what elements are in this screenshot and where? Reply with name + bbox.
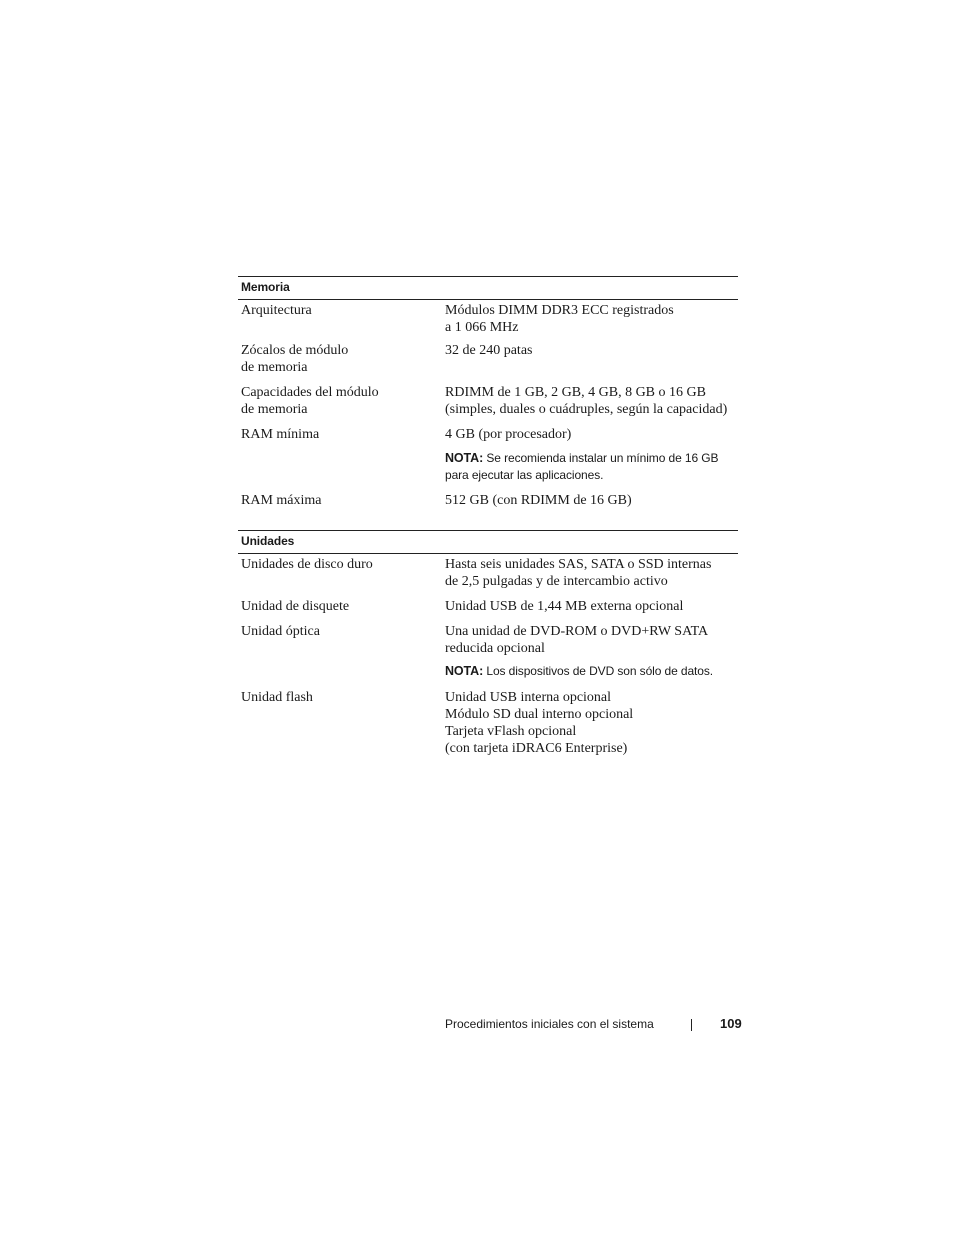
spec-value-line: a 1 066 MHz (445, 320, 519, 335)
spec-label-line: Zócalos de módulo (241, 343, 349, 358)
footer-title: Procedimientos iniciales con el sistema (445, 1017, 654, 1031)
spec-value (442, 556, 738, 598)
footer-separator (691, 1019, 692, 1031)
spec-value-line: reducida opcional (445, 641, 545, 656)
spec-value (442, 492, 738, 512)
spec-label-line: Unidad de disquete (241, 599, 350, 614)
spec-label-line: de memoria (241, 360, 308, 375)
spec-label-line: RAM máxima (241, 493, 322, 508)
spec-label-line: Unidades de disco duro (241, 557, 373, 572)
spec-value-line: Tarjeta vFlash opcional (445, 724, 577, 739)
spec-value-line: Módulos DIMM DDR3 ECC registrados (445, 303, 674, 318)
spec-row-capacidades (238, 384, 738, 426)
spec-value-line: (con tarjeta iDRAC6 Enterprise) (445, 741, 628, 756)
spec-value-line: Hasta seis unidades SAS, SATA o SSD internas (445, 557, 712, 572)
note-label: NOTA: (445, 451, 484, 465)
spec-value-line: Unidad USB interna opcional (445, 690, 612, 705)
spec-value (442, 426, 738, 492)
note (445, 663, 738, 680)
note-line (445, 663, 738, 680)
spec-label-line: RAM mínima (241, 427, 320, 442)
spec-label-line: Unidad flash (241, 690, 313, 705)
spec-row-arquitectura (238, 302, 738, 342)
spec-value-line: Módulo SD dual interno opcional (445, 707, 634, 722)
spec-row-zocalos (238, 342, 738, 384)
spec-label-line: de memoria (241, 402, 308, 417)
memoria-table (238, 276, 738, 512)
page-number: 109 (720, 1016, 742, 1031)
spec-row-ram-maxima (238, 492, 738, 512)
spec-label (238, 302, 442, 342)
spec-label (238, 384, 442, 426)
note-label: NOTA: (445, 664, 484, 678)
spec-value (442, 384, 738, 426)
spec-value (442, 302, 738, 342)
spec-value-line: Una unidad de DVD-ROM o DVD+RW SATA (445, 624, 709, 639)
spec-value (442, 342, 738, 384)
note-text: Los dispositivos de DVD son sólo de datos. (486, 664, 713, 678)
spec-row-ram-minima (238, 426, 738, 492)
spec-value-line: (simples, duales o cuádruples, según la capacidad) (445, 402, 728, 417)
page-footer (445, 1015, 745, 1035)
section-header-memoria: Memoria (238, 276, 738, 300)
spec-label-line: Capacidades del módulo (241, 385, 379, 400)
spec-label (238, 426, 442, 492)
unidades-table (238, 530, 738, 759)
spec-value (442, 598, 738, 623)
spec-label (238, 623, 442, 689)
spec-value-line: RDIMM de 1 GB, 2 GB, 4 GB, 8 GB o 16 GB (445, 385, 706, 400)
spec-value-line: de 2,5 pulgadas y de intercambio activo (445, 574, 668, 589)
spec-value-line: 4 GB (por procesador) (445, 427, 572, 442)
spec-label (238, 492, 442, 512)
note-text: para ejecutar las aplicaciones. (445, 468, 604, 482)
spec-value-line: 512 GB (con RDIMM de 16 GB) (445, 493, 632, 508)
spec-label (238, 342, 442, 384)
note-text: Se recomienda instalar un mínimo de 16 GB (486, 451, 719, 465)
spec-label-line: Unidad óptica (241, 624, 320, 639)
spec-row-optica (238, 623, 738, 689)
section-header-unidades: Unidades (238, 530, 738, 554)
spec-row-flash (238, 689, 738, 759)
spec-label (238, 689, 442, 759)
spec-label-line: Arquitectura (241, 303, 312, 318)
spec-row-disquete (238, 598, 738, 623)
spec-value (442, 623, 738, 689)
spec-value-line: 32 de 240 patas (445, 343, 533, 358)
note (445, 450, 738, 484)
spec-label (238, 598, 442, 623)
spec-row-disco-duro (238, 556, 738, 598)
spec-value (442, 689, 738, 759)
spec-value-line: Unidad USB de 1,44 MB externa opcional (445, 599, 684, 614)
spec-label (238, 556, 442, 598)
note-line (445, 450, 738, 467)
